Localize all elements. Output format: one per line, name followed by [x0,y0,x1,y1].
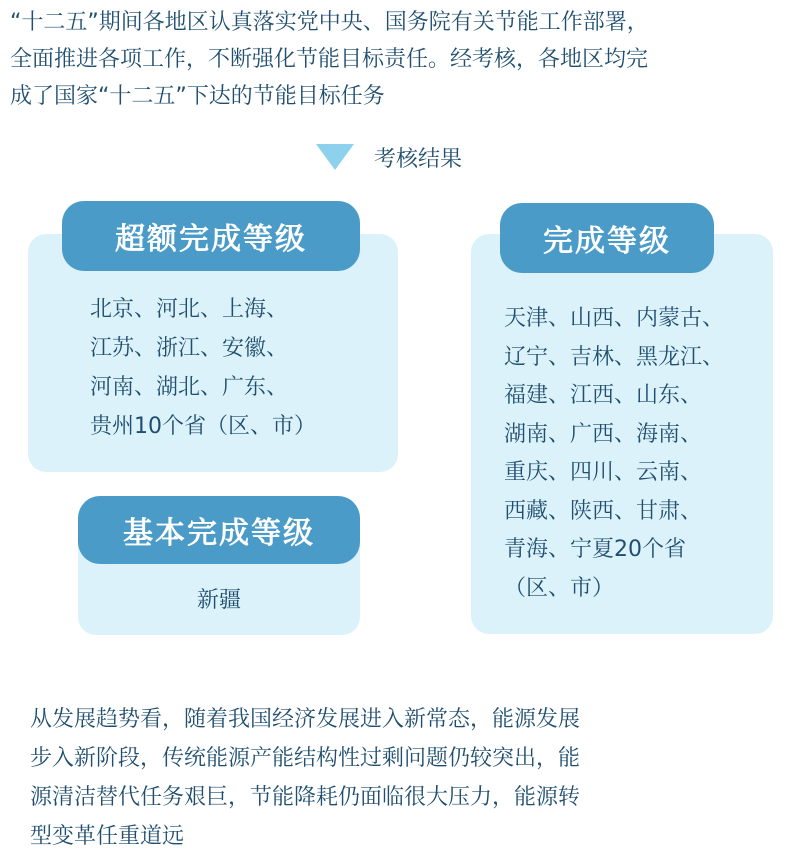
province-line: （区、市） [504,575,615,601]
province-line: 重庆、四川、云南、 [504,460,703,485]
province-line: 湖南、广西、海南、 [504,421,703,447]
outro-paragraph [30,700,750,856]
done-grade-title: 完成等级 [500,203,714,273]
intro-paragraph [10,4,790,115]
basic-grade-text: 新疆 [196,588,241,613]
intro-line: 全面推进各项工作，不断强化节能目标责任。经考核，各地区均完 [10,47,649,72]
outro-line: 从发展趋势看，随着我国经济发展进入新常态，能源发展 [30,707,581,732]
province-line: 辽宁、吉林、黑龙江、 [504,344,725,370]
province-line: 贵州10个省（区、市） [90,414,316,439]
result-heading [316,140,462,174]
basic-grade-title: 基本完成等级 [78,496,360,564]
province-line: 江苏、浙江、安徽、 [90,336,289,361]
result-label: 考核结果 [374,146,463,172]
outro-line: 型变革任重道远 [30,824,185,849]
super-grade-title: 超额完成等级 [62,201,360,271]
province-line: 天津、山西、内蒙古、 [504,306,725,331]
super-grade-list [90,290,316,446]
outro-line: 源清洁替代任务艰巨，节能降耗仍面临很大压力，能源转 [30,785,581,810]
done-grade-list [504,300,724,608]
down-triangle-icon [316,144,354,170]
province-line: 西藏、陕西、甘肃、 [504,498,703,524]
intro-line: “十二五”期间各地区认真落实党中央、国务院有关节能工作部署， [10,10,649,35]
province-line: 河南、湖北、广东、 [90,375,289,400]
outro-line: 步入新阶段，传统能源产能结构性过剩问题仍较突出，能 [30,746,581,771]
province-line: 北京、河北、上海、 [90,297,289,322]
province-line: 福建、江西、山东、 [504,383,703,408]
intro-line: 成了国家“十二五”下达的节能目标任务 [10,84,385,109]
province-line: 青海、宁夏20个省 [504,537,686,562]
